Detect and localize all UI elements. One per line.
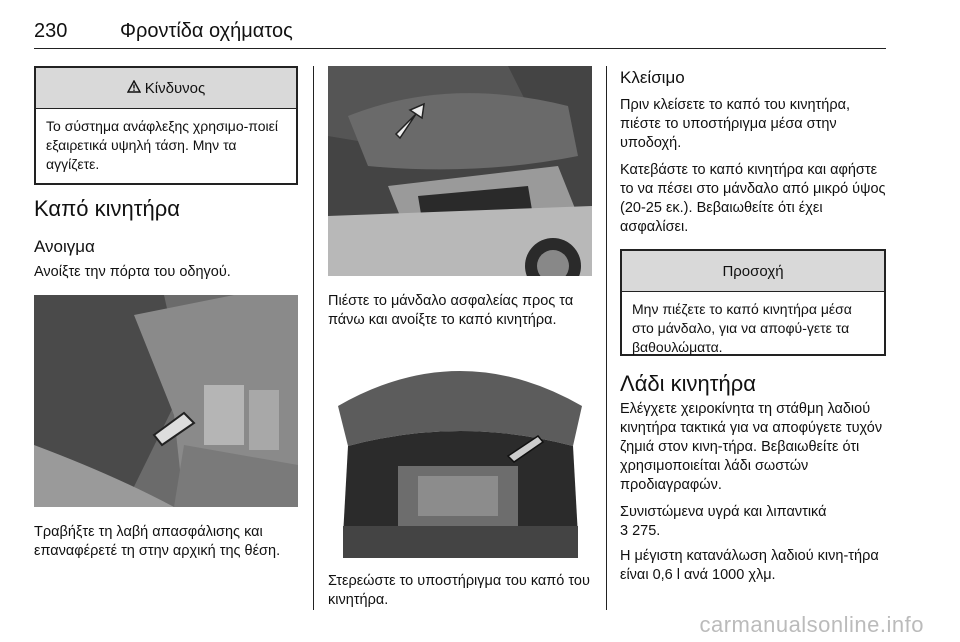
warning-triangle-icon [127,80,141,97]
column-2 [328,66,592,610]
step-fix-support: Στερεώστε το υποστήριγμα του καπό του κινητήρα. [328,573,590,608]
step-pull-lever: Τραβήξτε τη λαβή απασφάλισης και επαναφέρετέ τη στην αρχική της θέση. [34,524,281,559]
step-lift-latch: Πιέστε το μάνδαλο ασφαλείας προς τα πάνω και ανοίξτε το καπό κινητήρα. [328,293,574,328]
caution-box-header: Προσοχή [622,251,884,292]
column-1 [34,66,298,561]
oil-paragraph-2: Συνιστώμενα υγρά και λιπαντικά [620,504,827,520]
closing-paragraph-1: Πριν κλείσετε το καπό του κινητήρα, πιέστε το υποστήριγμα μέσα στην υποδοχή. [620,97,850,151]
oil-page-reference[interactable]: 3 275. [620,523,661,539]
page-header [34,8,886,49]
page-number: 230 [34,20,68,42]
caution-text: Μην πιέζετε το καπό κινητήρα μέσα στο μάνδαλο, για να αποφύ-γετε τα βαθουλώματα. [632,301,852,355]
caution-box [620,249,886,356]
hood-latch-image [328,66,592,276]
column-3 [620,66,886,585]
column-divider [313,66,314,610]
oil-paragraph-3: Η μέγιστη κατανάλωση λαδιού κινη-τήρα είναι 0,6 l ανά 1000 χλμ. [620,548,879,583]
column-divider [606,66,607,610]
opening-heading: Ανοιγμα [34,237,95,256]
oil-paragraph-1: Ελέγχετε χειροκίνητα τη στάθμη λαδιού κινητήρα τακτικά για να αποφύγετε τυχόν ζημιά στον κινη-τήρα. Βεβαιωθείτε ότι χρησιμοποιείται λάδι σωστών προδιαγραφών. [620,401,883,493]
page-title: Φροντίδα οχήματος [120,20,293,42]
release-lever-image [34,295,298,507]
danger-title: Κίνδυνος [144,79,206,97]
oil-heading: Λάδι κινητήρα [620,371,756,396]
danger-text: Το σύστημα ανάφλεξης χρησιμο-ποιεί εξαιρετικά υψηλή τάση. Μην τα αγγίζετε. [46,118,278,172]
danger-box [34,66,298,185]
watermark: carmanualsonline.info [699,612,924,637]
closing-paragraph-2: Κατεβάστε το καπό κινητήρα και αφήστε το να πέσει στο μάνδαλο από μικρό ύψος (20-25 εκ.). Βεβαιωθείτε ότι έχει ασφαλίσει. [620,162,886,235]
closing-heading: Κλείσιμο [620,68,685,87]
danger-box-header [36,68,296,109]
hood-heading: Καπό κινητήρα [34,196,180,221]
hood-support-image [328,346,592,558]
step-open-door: Ανοίξτε την πόρτα του οδηγού. [34,264,231,280]
